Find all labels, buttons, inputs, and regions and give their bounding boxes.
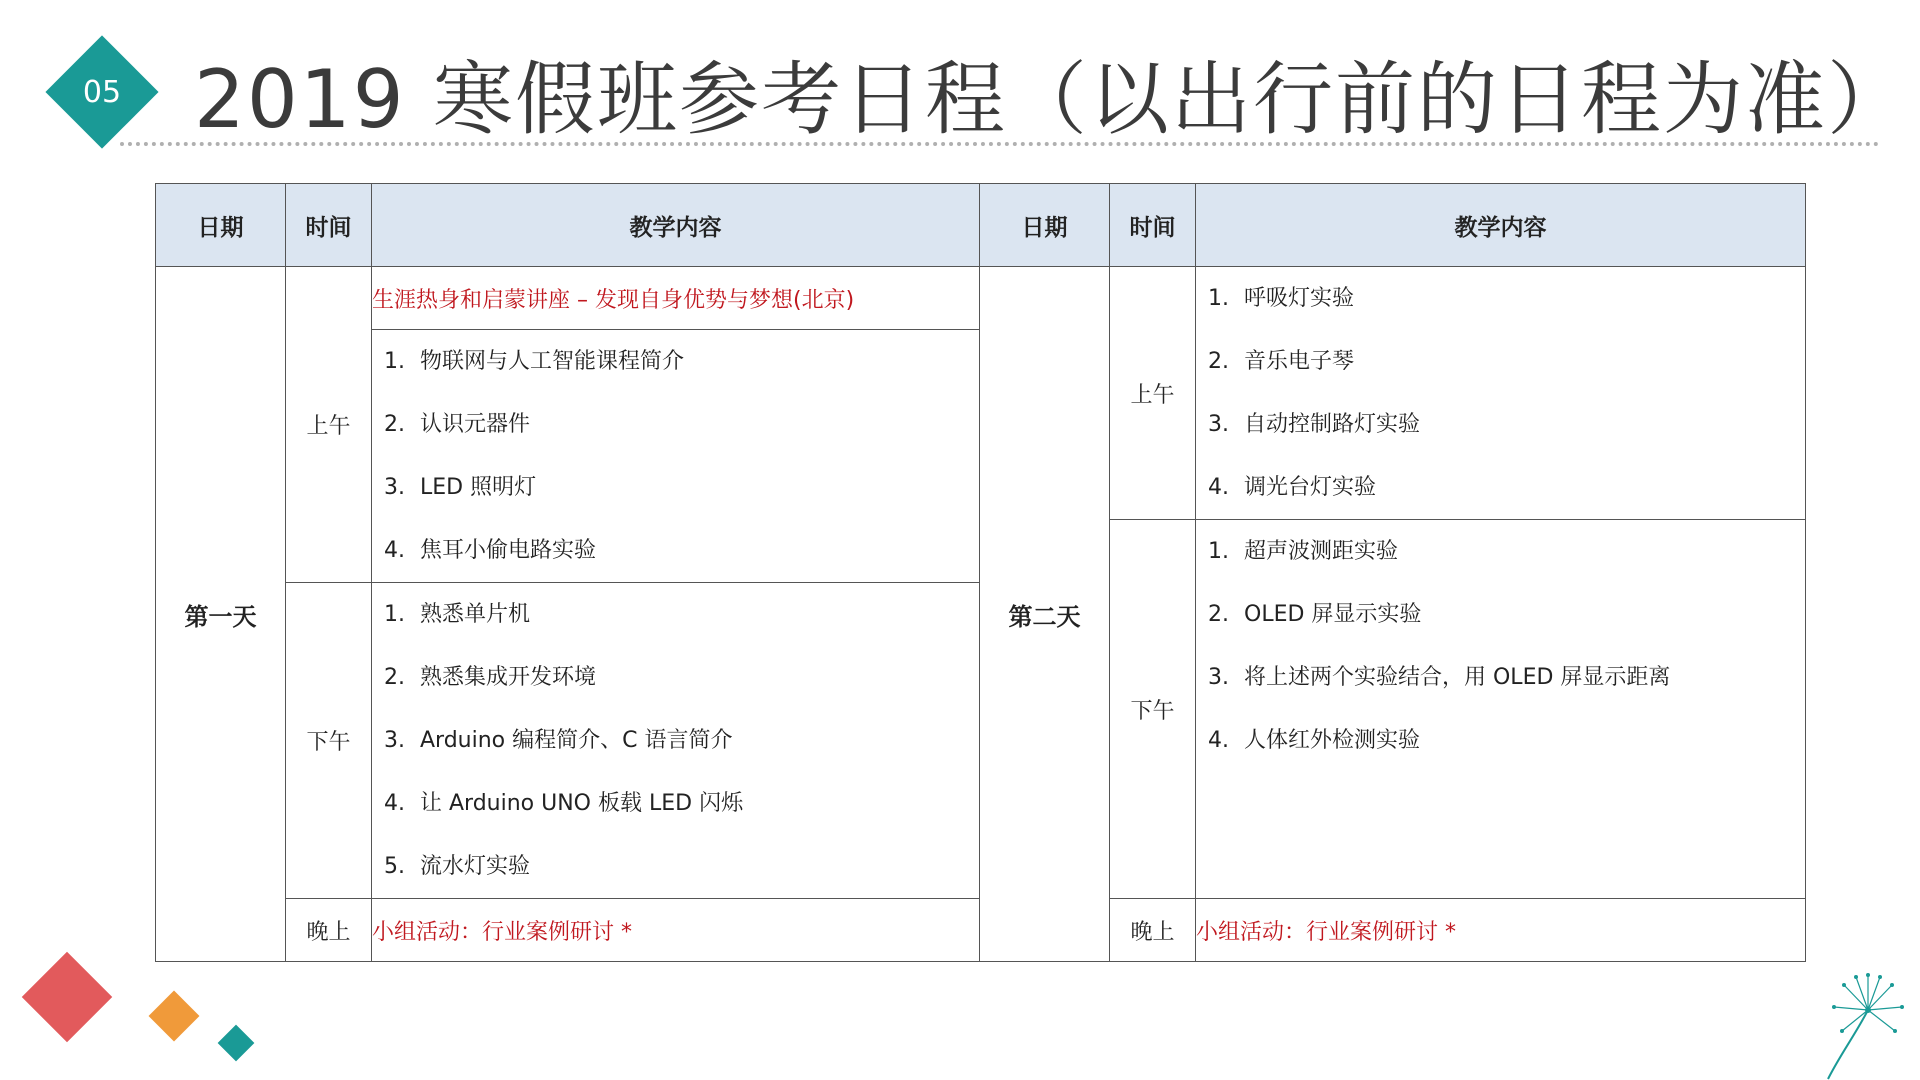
day2-label: 第二天 [980, 267, 1110, 962]
list-item: 1. 超声波测距实验 [1208, 539, 1399, 564]
day2-evening-label: 晚上 [1110, 899, 1196, 962]
col-header-date: 日期 [156, 184, 286, 267]
list-item: 4. 调光台灯实验 [1208, 475, 1377, 500]
col-header-time: 时间 [286, 184, 372, 267]
list-item: 2. 音乐电子琴 [1208, 349, 1355, 374]
list-item: 2. 认识元器件 [384, 412, 531, 437]
list-item: 4. 人体红外检测实验 [1208, 728, 1421, 753]
day1-label: 第一天 [156, 267, 286, 962]
list-item: 4. 焦耳小偷电路实验 [384, 538, 597, 563]
day2-morning-label: 上午 [1110, 267, 1196, 520]
list-item: 3. 自动控制路灯实验 [1208, 412, 1421, 437]
day2-evening-activity: 小组活动：行业案例研讨 * [1196, 899, 1806, 962]
list-item: 5. 流水灯实验 [384, 854, 531, 879]
day2-afternoon-content [1196, 520, 1806, 899]
red-diamond-decoration [22, 952, 113, 1043]
list-item: 3. Arduino 编程简介、C 语言简介 [384, 728, 733, 753]
day1-morning-label: 上午 [286, 267, 372, 583]
schedule-table [155, 183, 1806, 962]
day1-morning-content [372, 330, 980, 583]
teal-diamond-decoration [218, 1025, 255, 1062]
day2-afternoon-label: 下午 [1110, 520, 1196, 899]
list-item: 3. LED 照明灯 [384, 475, 537, 500]
list-item: 1. 熟悉单片机 [384, 602, 531, 627]
day1-afternoon-content [372, 583, 980, 899]
day1-afternoon-label: 下午 [286, 583, 372, 899]
section-number: 05 [82, 74, 122, 110]
list-item: 4. 让 Arduino UNO 板载 LED 闪烁 [384, 791, 744, 816]
list-item: 2. OLED 屏显示实验 [1208, 602, 1422, 627]
col-header-content: 教学内容 [372, 184, 980, 267]
list-item: 1. 呼吸灯实验 [1208, 286, 1355, 311]
day1-evening-activity: 小组活动：行业案例研讨 * [372, 899, 980, 962]
orange-diamond-decoration [149, 991, 200, 1042]
page-title: 2019 寒假班参考日程（以出行前的日程为准） [194, 53, 1910, 146]
list-item: 1. 物联网与人工智能课程简介 [384, 349, 685, 374]
day1-evening-label: 晚上 [286, 899, 372, 962]
list-item: 3. 将上述两个实验结合，用 OLED 屏显示距离 [1208, 665, 1671, 690]
list-item: 2. 熟悉集成开发环境 [384, 665, 597, 690]
table-header-row [156, 184, 1806, 267]
dandelion-icon [1820, 965, 1910, 1080]
col-header-content: 教学内容 [1196, 184, 1806, 267]
col-header-date: 日期 [980, 184, 1110, 267]
col-header-time: 时间 [1110, 184, 1196, 267]
title-divider [120, 142, 1880, 146]
day2-morning-content [1196, 267, 1806, 520]
table-row [156, 267, 1806, 330]
day1-lecture-highlight: 生涯热身和启蒙讲座 – 发现自身优势与梦想(北京) [372, 267, 980, 330]
